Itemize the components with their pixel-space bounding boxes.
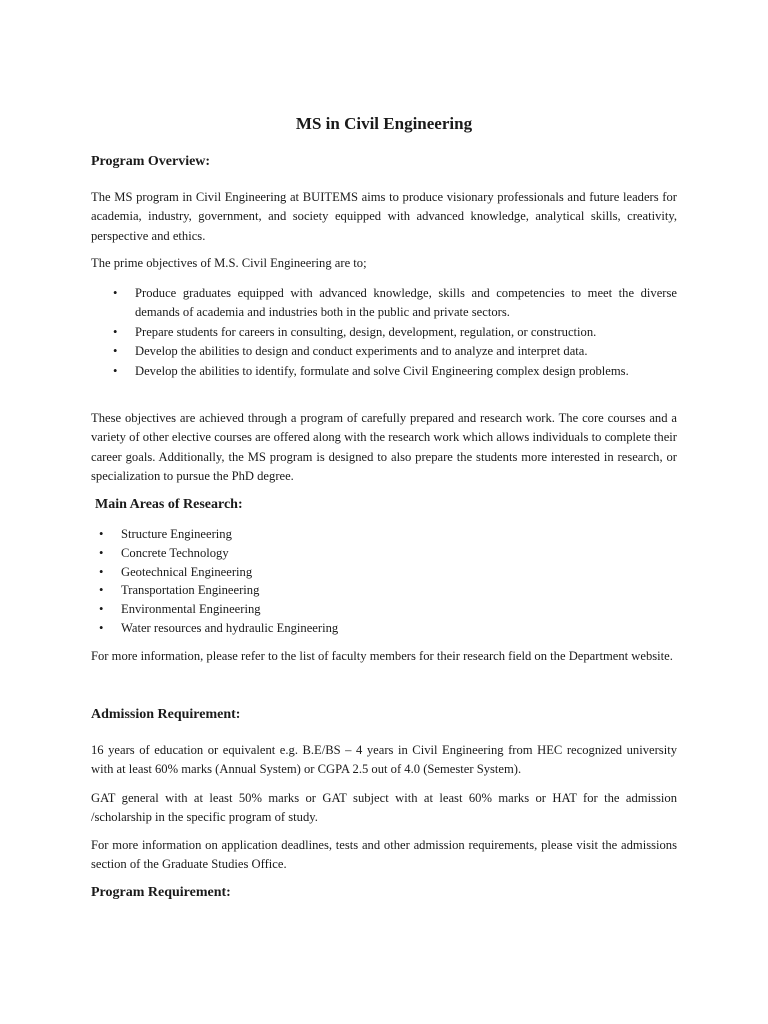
bullet-icon: •	[113, 344, 118, 359]
bullet-icon: •	[113, 363, 118, 378]
list-item	[91, 619, 677, 638]
overview-intro-paragraph: The MS program in Civil Engineering at BUITEMS aims to produce visionary professionals and future leaders for academia, industry, government, and society equipped with advanced knowledge, analytical skills, creativity, perspective and ethics.	[91, 190, 677, 243]
research-area-text: Geotechnical Engineering	[121, 564, 253, 579]
objectives-list	[91, 284, 677, 381]
bullet-icon: •	[99, 527, 104, 541]
research-areas-list	[91, 525, 677, 638]
research-area-text: Concrete Technology	[121, 545, 229, 560]
research-more-info-paragraph: For more information, please refer to the list of faculty members for their research field on the Department website.	[91, 649, 673, 663]
list-item	[91, 544, 677, 563]
objective-text: Develop the abilities to design and conduct experiments and to analyze and interpret data.	[135, 344, 588, 359]
admission-requirement-heading: Admission Requirement:	[91, 707, 241, 722]
bullet-icon: •	[113, 324, 118, 339]
bullet-icon: •	[99, 583, 104, 598]
program-overview-heading: Program Overview:	[91, 154, 211, 169]
list-item	[91, 323, 677, 342]
bullet-icon: •	[99, 620, 104, 635]
bullet-icon: •	[99, 564, 104, 579]
list-item	[91, 525, 677, 544]
admission-gat-paragraph: GAT general with at least 50% marks or GAT subject with at least 60% marks or HAT for the admission /scholarship in the specific program of study.	[91, 791, 677, 825]
bullet-icon: •	[99, 602, 104, 617]
objectives-intro-paragraph: The prime objectives of M.S. Civil Engineering are to;	[91, 256, 367, 270]
list-item	[91, 600, 677, 619]
research-area-text: Water resources and hydraulic Engineering	[121, 620, 339, 635]
objective-text: Produce graduates equipped with advanced knowledge, skills and competencies to meet the diverse demands of academia and industries both in the public and private sectors.	[135, 286, 677, 320]
bullet-icon: •	[113, 286, 118, 300]
page-title: MS in Civil Engineering	[295, 114, 473, 133]
list-item	[91, 581, 677, 600]
admission-education-paragraph: 16 years of education or equivalent e.g. B.E/BS – 4 years in Civil Engineering from HEC recognized university with at least 60% marks (Annual System) or CGPA 2.5 out of 4.0 (Semester System).	[91, 743, 677, 777]
list-item	[91, 563, 677, 582]
list-item	[91, 362, 677, 381]
admission-more-info-paragraph: For more information on application deadlines, tests and other admission requirements, please visit the admissions section of the Graduate Studies Office.	[91, 838, 677, 872]
research-areas-heading: Main Areas of Research:	[95, 497, 243, 512]
research-area-text: Environmental Engineering	[121, 602, 261, 617]
objective-text: Develop the abilities to identify, formulate and solve Civil Engineering complex design problems.	[135, 363, 629, 378]
list-item	[91, 342, 677, 361]
objective-text: Prepare students for careers in consulting, design, development, regulation, or construction.	[135, 324, 597, 339]
list-item	[91, 284, 677, 323]
research-area-text: Transportation Engineering	[121, 583, 260, 598]
program-requirement-heading: Program Requirement:	[91, 885, 231, 900]
objectives-summary-paragraph: These objectives are achieved through a program of carefully prepared and research work. The core courses and a variety of other elective courses are offered along with the research work which allows individuals to complete their career goals. Additionally, the MS program is designed to also prepare the students more interested in research, or specialization to pursue the PhD degree.	[91, 411, 677, 484]
research-area-text: Structure Engineering	[121, 527, 232, 541]
bullet-icon: •	[99, 545, 104, 560]
